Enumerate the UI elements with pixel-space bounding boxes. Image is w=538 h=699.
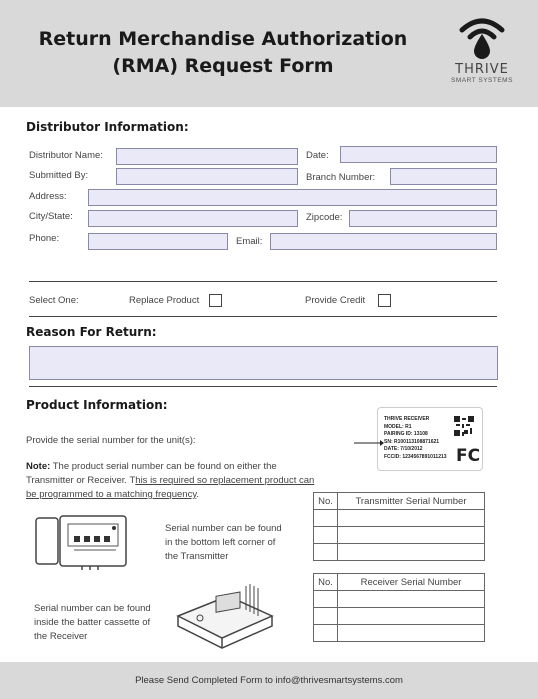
- date-label: Date:: [306, 150, 329, 161]
- table-header-row: [314, 493, 485, 510]
- note-underlined-text: his is required so replacement product can be programmed to a matching frequency: [26, 475, 315, 500]
- note-text: The product serial number can be found on either the Transmitter or Receiver. T: [26, 461, 277, 486]
- distributor-name-field[interactable]: [116, 148, 298, 165]
- thrive-logo: [432, 12, 532, 96]
- serial-note: [26, 460, 326, 502]
- row-number-cell: [314, 625, 338, 642]
- row-number-cell: [314, 591, 338, 608]
- receiver-caption: Serial number can be found inside the batter cassette of the Receiver: [34, 603, 151, 642]
- divider: [29, 386, 497, 387]
- email-label: Email:: [236, 236, 263, 247]
- date-field[interactable]: [340, 146, 497, 163]
- footer-band: [0, 662, 538, 699]
- no-column-header: No.: [314, 574, 338, 591]
- transmitter-serial-header: Transmitter Serial Number: [338, 493, 485, 510]
- receiver-serial-cell[interactable]: [338, 591, 485, 608]
- provide-credit-checkbox[interactable]: [378, 294, 391, 307]
- provide-credit-label: Provide Credit: [305, 295, 366, 306]
- footer-text: Please Send Completed Form to info@thrivesmartsystems.com: [135, 675, 403, 686]
- transmitter-serial-cell[interactable]: [338, 527, 485, 544]
- table-row: [314, 608, 485, 625]
- reason-field[interactable]: [29, 346, 498, 380]
- device-label-line: DATE: 7/10/2012: [384, 446, 423, 452]
- distributor-name-label: Distributor Name:: [29, 150, 103, 161]
- transmitter-serial-cell[interactable]: [338, 510, 485, 527]
- logo-subtitle: SMART SYSTEMS: [451, 77, 513, 84]
- receiver-serial-cell[interactable]: [338, 608, 485, 625]
- receiver-serial-header: Receiver Serial Number: [338, 574, 485, 591]
- city-state-field[interactable]: [88, 210, 298, 227]
- row-number-cell: [314, 527, 338, 544]
- transmitter-serial-table: [313, 492, 485, 561]
- row-number-cell: [314, 510, 338, 527]
- phone-field[interactable]: [88, 233, 228, 250]
- row-number-cell: [314, 544, 338, 561]
- replace-product-checkbox[interactable]: [209, 294, 222, 307]
- table-row: [314, 527, 485, 544]
- submitted-by-label: Submitted By:: [29, 170, 89, 181]
- serial-prompt: Provide the serial number for the unit(s):: [26, 435, 196, 446]
- submitted-by-field[interactable]: [116, 168, 298, 185]
- table-row: [314, 591, 485, 608]
- row-number-cell: [314, 608, 338, 625]
- header-band: [0, 0, 538, 107]
- wifi-drop-icon: [456, 12, 508, 60]
- logo-name: THRIVE: [455, 62, 509, 77]
- title-line-1: Return Merchandise Authorization: [38, 28, 408, 50]
- reason-heading: Reason For Return:: [26, 325, 157, 339]
- receiver-illustration: [172, 582, 276, 652]
- distributor-heading: Distributor Information:: [26, 120, 189, 134]
- branch-number-label: Branch Number:: [306, 172, 376, 183]
- no-column-header: No.: [314, 493, 338, 510]
- receiver-serial-table: [313, 573, 485, 642]
- divider: [29, 316, 497, 317]
- replace-product-label: Replace Product: [129, 295, 200, 306]
- note-label: Note:: [26, 461, 51, 472]
- device-label-line: FCCID: 1234567891011213: [384, 453, 447, 460]
- fcc-logo: FC: [456, 446, 481, 466]
- title-line-2: (RMA) Request Form: [112, 55, 334, 77]
- qr-code-icon: [454, 416, 474, 436]
- table-row: [314, 510, 485, 527]
- transmitter-caption: Serial number can be found in the bottom left corner of the Transmitter: [165, 523, 282, 562]
- city-state-label: City/State:: [29, 211, 73, 222]
- device-label-line: PAIRING ID: 13108: [384, 431, 428, 437]
- device-label-line: THRIVE RECEIVER: [384, 416, 430, 422]
- product-heading: Product Information:: [26, 398, 168, 412]
- select-one-label: Select One:: [29, 295, 79, 306]
- zipcode-field[interactable]: [349, 210, 497, 227]
- note-end: .: [196, 489, 200, 500]
- device-label-line: MODEL: R1: [384, 423, 412, 430]
- device-label-card: [377, 407, 483, 471]
- branch-number-field[interactable]: [390, 168, 497, 185]
- divider: [29, 281, 497, 282]
- form-title: [18, 26, 428, 80]
- email-field[interactable]: [270, 233, 497, 250]
- device-label-text: [384, 416, 447, 461]
- phone-label: Phone:: [29, 233, 60, 244]
- table-row: [314, 544, 485, 561]
- address-label: Address:: [29, 191, 67, 202]
- table-row: [314, 625, 485, 642]
- table-header-row: [314, 574, 485, 591]
- device-label-serial: SN: R100113108871621: [384, 438, 440, 445]
- transmitter-serial-cell[interactable]: [338, 544, 485, 561]
- zipcode-label: Zipcode:: [306, 212, 343, 223]
- transmitter-illustration: [34, 512, 130, 570]
- receiver-serial-cell[interactable]: [338, 625, 485, 642]
- address-field[interactable]: [88, 189, 497, 206]
- pointer-arrow-icon: [354, 440, 384, 446]
